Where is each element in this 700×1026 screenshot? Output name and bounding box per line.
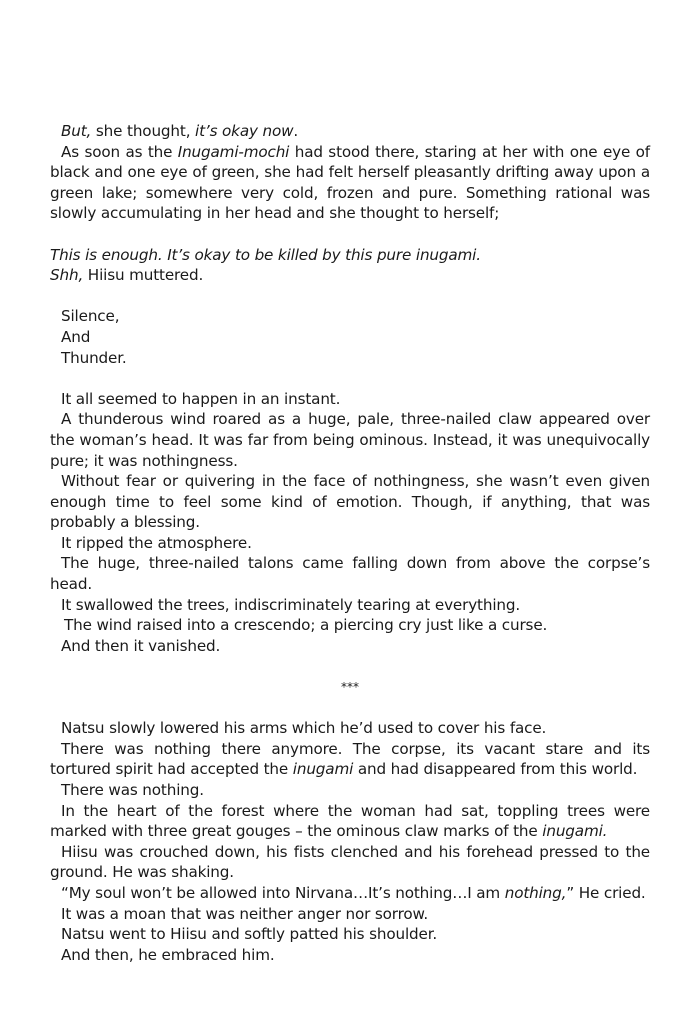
paragraph — [50, 801, 650, 842]
text-run: And then it vanished. — [61, 636, 221, 655]
text-run: A thunderous wind roared as a huge, pale, three-nailed claw appeared over the woman’s head. It was far from being ominous. Instead, it was unequivocally pure; it was nothingness. — [50, 410, 650, 470]
paragraph-gap — [50, 224, 650, 245]
paragraph — [50, 595, 650, 616]
italic-run: inugami — [292, 760, 354, 779]
italic-run: Inugami-mochi — [177, 142, 290, 161]
paragraph-gap — [50, 286, 650, 307]
paragraph — [50, 718, 650, 739]
paragraph-gap — [50, 656, 650, 677]
text-run: As soon as the — [61, 142, 178, 161]
paragraph — [50, 615, 650, 636]
paragraph — [50, 306, 650, 327]
text-run: Natsu went to Hiisu and softly patted his shoulder. — [61, 925, 438, 944]
text-run: she thought, — [91, 122, 196, 140]
scene-separator — [50, 677, 650, 698]
paragraph-gap — [50, 698, 650, 719]
paragraph — [50, 739, 650, 780]
text-run: It swallowed the trees, indiscriminately tearing at everything. — [61, 595, 521, 614]
paragraph — [50, 389, 650, 410]
text-run: “My soul won’t be allowed into Nirvana…It’s nothing…I am — [61, 883, 505, 902]
paragraph — [50, 945, 650, 966]
paragraph — [50, 142, 650, 224]
paragraph — [50, 348, 650, 369]
paragraph-gap — [50, 368, 650, 389]
italic-run: This is enough. It’s okay to be killed by this pure inugami. — [50, 245, 481, 264]
text-run: It all seemed to happen in an instant. — [61, 389, 341, 408]
text-run: It was a moan that was neither anger nor sorrow. — [61, 904, 429, 923]
paragraph — [50, 121, 650, 142]
text-run: And — [61, 327, 91, 346]
text-run: and had disappeared from this world. — [353, 760, 638, 779]
text-run: There was nothing there anymore. The corpse, its vacant stare and its tortured spirit had accepted the — [50, 739, 650, 779]
paragraph — [50, 904, 650, 925]
text-run: The wind raised into a crescendo; a piercing cry just like a curse. — [64, 616, 548, 635]
italic-run: it’s okay now — [195, 122, 294, 140]
text-run: And then, he embraced him. — [61, 945, 275, 964]
text-run: *** — [341, 680, 359, 695]
paragraph — [50, 636, 650, 657]
text-run: Natsu slowly lowered his arms which he’d used to cover his face. — [61, 719, 547, 738]
paragraph — [50, 471, 650, 533]
paragraph — [50, 780, 650, 801]
text-run: Hiisu muttered. — [83, 266, 204, 285]
text-run: Without fear or quivering in the face of nothingness, she wasn’t even given enough time to feel some kind of emotion. Though, if anything, that was probably a blessing. — [50, 472, 650, 532]
text-run: Thunder. — [61, 348, 127, 367]
paragraph — [50, 245, 650, 266]
paragraph — [50, 533, 650, 554]
italic-run: Shh, — [50, 266, 84, 285]
italic-run: nothing, — [504, 883, 567, 902]
text-run: had stood there, staring at her with one eye of black and one eye of green, she had felt herself pleasantly drifting away upon a green lake; somewhere very cold, frozen and pure. Something rational was slowly accumulating in her head and she thought to herself; — [50, 142, 650, 223]
italic-run: inugami. — [542, 822, 608, 841]
paragraph — [50, 265, 650, 286]
paragraph — [50, 409, 650, 471]
text-run: There was nothing. — [61, 781, 204, 799]
paragraph — [50, 883, 650, 904]
page-body — [50, 121, 650, 965]
paragraph — [50, 842, 650, 883]
text-run: It ripped the atmosphere. — [61, 533, 252, 552]
text-run: ” He cried. — [566, 883, 646, 902]
italic-run: But, — [61, 122, 92, 140]
text-run: . — [293, 122, 299, 140]
paragraph — [50, 553, 650, 594]
text-run: Hiisu was crouched down, his fists clenched and his forehead pressed to the ground. He was shaking. — [50, 842, 650, 882]
text-run: In the heart of the forest where the woman had sat, toppling trees were marked with three great gouges – the ominous claw marks of the — [50, 801, 650, 841]
paragraph — [50, 327, 650, 348]
text-run: Silence, — [61, 307, 120, 326]
text-run: The huge, three-nailed talons came falling down from above the corpse’s head. — [50, 554, 650, 594]
paragraph — [50, 924, 650, 945]
